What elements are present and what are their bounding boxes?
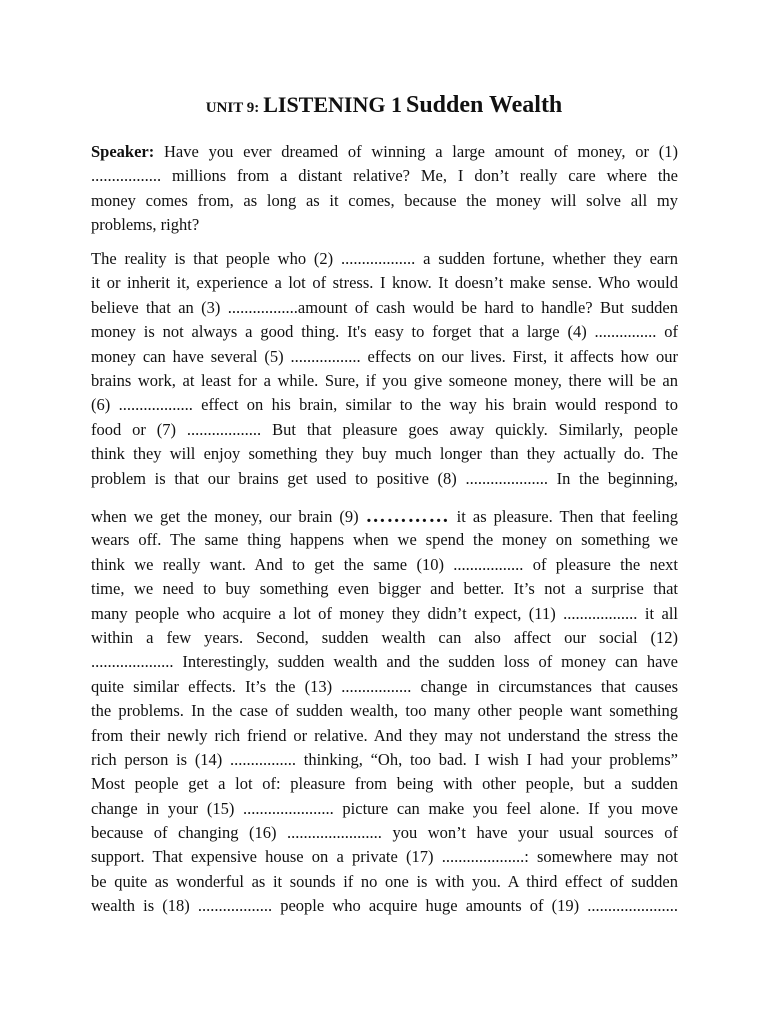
unit-label: UNIT 9: xyxy=(205,100,260,116)
speaker-label: Speaker: xyxy=(91,142,155,161)
text-line: because of changing (16) ....................... you won’t have your usual sources of xyxy=(91,823,678,843)
text-line: it or inherit it, experience a lot of stress. I know. It doesn’t make sense. Who would xyxy=(91,273,678,293)
text-line: wealth is (18) .................. people who acquire huge amounts of (19) ...................... xyxy=(91,896,678,916)
text-line: many people who acquire a lot of money they didn’t expect, (11) .................. it all xyxy=(91,603,678,623)
text-line xyxy=(91,140,678,164)
text-line: ................. millions from a distant relative? Me, I don’t really care where the xyxy=(91,166,678,186)
topic-title: Sudden Wealth xyxy=(405,92,563,118)
text-line-content: Have you ever dreamed of winning a large amount of money, or (1) xyxy=(154,142,678,161)
text-line: the problems. In the case of sudden wealth, too many other people want something xyxy=(91,701,678,721)
text-line: quite similar effects. It’s the (13) ................. change in circumstances that causes xyxy=(91,676,678,696)
text-line xyxy=(91,504,678,528)
text-line: rich person is (14) ................ thinking, “Oh, too bad. I wish I had your problems” xyxy=(91,749,678,769)
text-line: within a few years. Second, sudden wealth can also affect our social (12) xyxy=(91,627,678,647)
text-line: be quite as wonderful as it sounds if no one is with you. A third effect of sudden xyxy=(91,871,678,891)
text-line: .................... Interestingly, sudden wealth and the sudden loss of money can have xyxy=(91,652,678,672)
text-line: money can have several (5) ................. effects on our lives. First, it affects how our xyxy=(91,346,678,366)
text-line: change in your (15) ...................... picture can make you feel alone. If you move xyxy=(91,798,678,818)
text-line: wears off. The same thing happens when we spend the money on something we xyxy=(91,530,678,550)
text-line: The reality is that people who (2) .................. a sudden fortune, whether they earn xyxy=(91,249,678,268)
blank-9: ………… xyxy=(365,505,450,527)
text-line: brains work, at least for a while. Sure, if you give someone money, there will be an xyxy=(91,370,678,390)
text-line: problem is that our brains get used to positive (8) .................... In the beginning, xyxy=(91,468,678,488)
text-line: food or (7) .................. But that pleasure goes away quickly. Similarly, people xyxy=(91,419,678,439)
text-line: problems, right? xyxy=(91,215,200,235)
paragraph-continued xyxy=(91,504,678,919)
text-line: (6) .................. effect on his brain, similar to the way his brain would respond to xyxy=(91,395,678,415)
text-line: think they will enjoy something they buy much longer than they actually do. The xyxy=(91,444,678,464)
text-line: support. That expensive house on a private (17) ....................: somewhere may not xyxy=(91,847,678,867)
line-start: when we get the money, our brain (9) xyxy=(91,507,366,526)
text-line: money comes from, as long as it comes, because the money will solve all my xyxy=(91,190,678,210)
text-line: money is not always a good thing. It's easy to forget that a large (4) ............... of xyxy=(91,322,678,342)
text-line: think we really want. And to get the same (10) ................. of pleasure the next xyxy=(91,554,678,574)
text-line: believe that an (3) .................amount of cash would be hard to handle? But sudden xyxy=(91,297,678,317)
listening-label: LISTENING 1 xyxy=(263,92,402,117)
text-line: from their newly rich friend or relative. And they may not understand the stress the xyxy=(91,725,678,745)
paragraph-speaker xyxy=(91,140,678,238)
page-title xyxy=(0,92,768,119)
text-line: Most people get a lot of: pleasure from being with other people, but a sudden xyxy=(91,774,678,794)
text-line: time, we need to buy something even bigger and better. It’s not a surprise that xyxy=(91,579,678,599)
line-end: it as pleasure. Then that feeling xyxy=(449,507,678,526)
paragraph-reality xyxy=(91,247,678,491)
